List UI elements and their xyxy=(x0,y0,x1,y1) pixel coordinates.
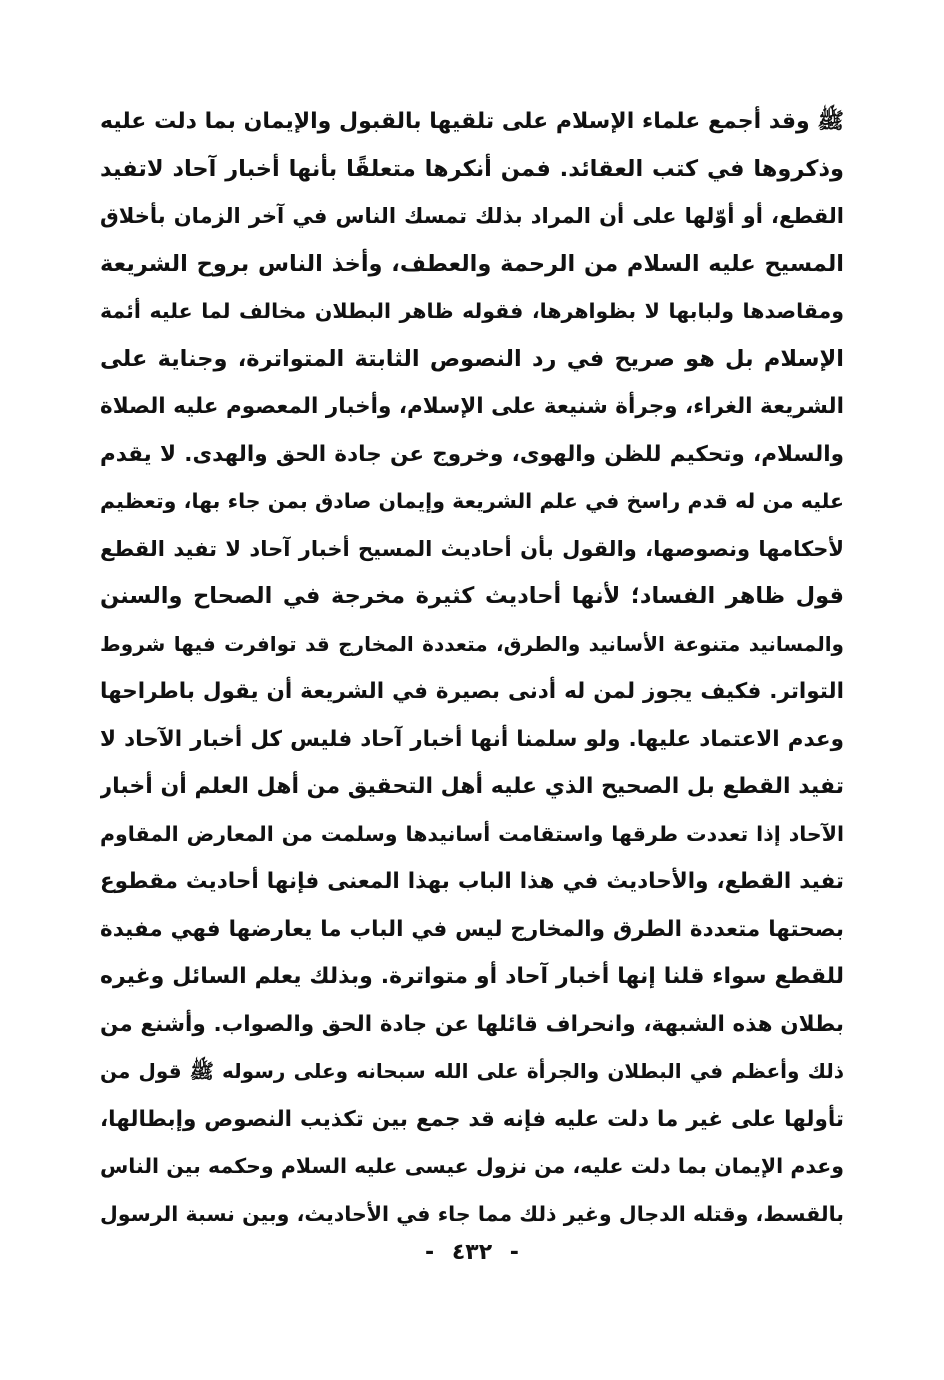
text-line: الإسلام بل هو صريح في رد النصوص الثابتة المتواترة، وجناية على xyxy=(100,345,844,372)
text-line: المسيح عليه السلام من الرحمة والعطف، وأخذ الناس بروح الشريعة xyxy=(100,250,844,277)
text-line: التواتر. فكيف يجوز لمن له أدنى بصيرة في الشريعة أن يقول باطراحها xyxy=(100,679,844,704)
text-line: وعدم الإيمان بما دلت عليه، من نزول عيسى عليه السلام وحكمه بين الناس xyxy=(100,1154,844,1178)
text-line: قول ظاهر الفساد؛ لأنها أحاديث كثيرة مخرجة في الصحاح والسنن xyxy=(100,583,844,609)
text-line: عليه من له قدم راسخ في علم الشريعة وإيمان صادق بمن جاء بها، وتعظيم xyxy=(100,489,844,513)
text-line: تفيد القطع بل الصحيح الذي عليه أهل التحقيق من أهل العلم أن أخبار xyxy=(100,774,844,799)
text-line: ﷺ وقد أجمع علماء الإسلام على تلقيها بالقبول والإيمان بما دلت عليه xyxy=(100,109,844,134)
text-line: الآحاد إذا تعددت طرقها واستقامت أسانيدها وسلمت من المعارض المقاوم xyxy=(100,821,844,846)
text-line: ذلك وأعظم في البطلان والجرأة على الله سبحانه وعلى رسوله ﷺ قول من xyxy=(100,1059,844,1083)
text-line: لأحكامها ونصوصها، والقول بأن أحاديث المسيح أخبار آحاد لا تفيد القطع xyxy=(100,536,844,561)
text-line: بطلان هذه الشبهة، وانحراف قائلها عن جادة الحق والصواب. وأشنع من xyxy=(100,1011,844,1037)
text-line: وعدم الاعتماد عليها. ولو سلمنا أنها أخبار آحاد فليس كل أخبار الآحاد لا xyxy=(100,726,844,752)
text-line: القطع، أو أوّلها على أن المراد بذلك تمسك الناس في آخر الزمان بأخلاق xyxy=(100,204,844,228)
text-line: الشريعة الغراء، وجرأة شنيعة على الإسلام، وأخبار المعصوم عليه الصلاة xyxy=(100,394,844,419)
page-number: - ٤٣٢ - xyxy=(425,1240,519,1265)
text-line: والسلام، وتحكيم للظن والهوى، وخروج عن جادة الحق والهدى. لا يقدم xyxy=(100,441,844,467)
text-line: تأولها على غير ما دلت عليه فإنه قد جمع بين تكذيب النصوص وإبطالها، xyxy=(100,1106,844,1132)
text-line: ومقاصدها ولبابها لا بظواهرها، فقوله ظاهر البطلان مخالف لما عليه أئمة xyxy=(100,299,844,323)
text-line: وذكروها في كتب العقائد. فمن أنكرها متعلقًا بأنها أخبار آحاد لاتفيد xyxy=(100,155,844,182)
text-line: تفيد القطع، والأحاديث في هذا الباب بهذا المعنى فإنها أحاديث مقطوع xyxy=(100,869,844,894)
text-line: بصحتها متعددة الطرق والمخارج ليس في الباب ما يعارضها فهي مفيدة xyxy=(100,916,844,942)
body-text xyxy=(100,98,844,1238)
text-line: والمسانيد متنوعة الأسانيد والطرق، متعددة المخارج قد توافرت فيها شروط xyxy=(100,631,844,656)
text-line: بالقسط، وقتله الدجال وغير ذلك مما جاء في الأحاديث، وبين نسبة الرسول xyxy=(100,1201,844,1226)
text-line: للقطع سواء قلنا إنها أخبار آحاد أو متواترة. وبذلك يعلم السائل وغيره xyxy=(100,964,844,989)
